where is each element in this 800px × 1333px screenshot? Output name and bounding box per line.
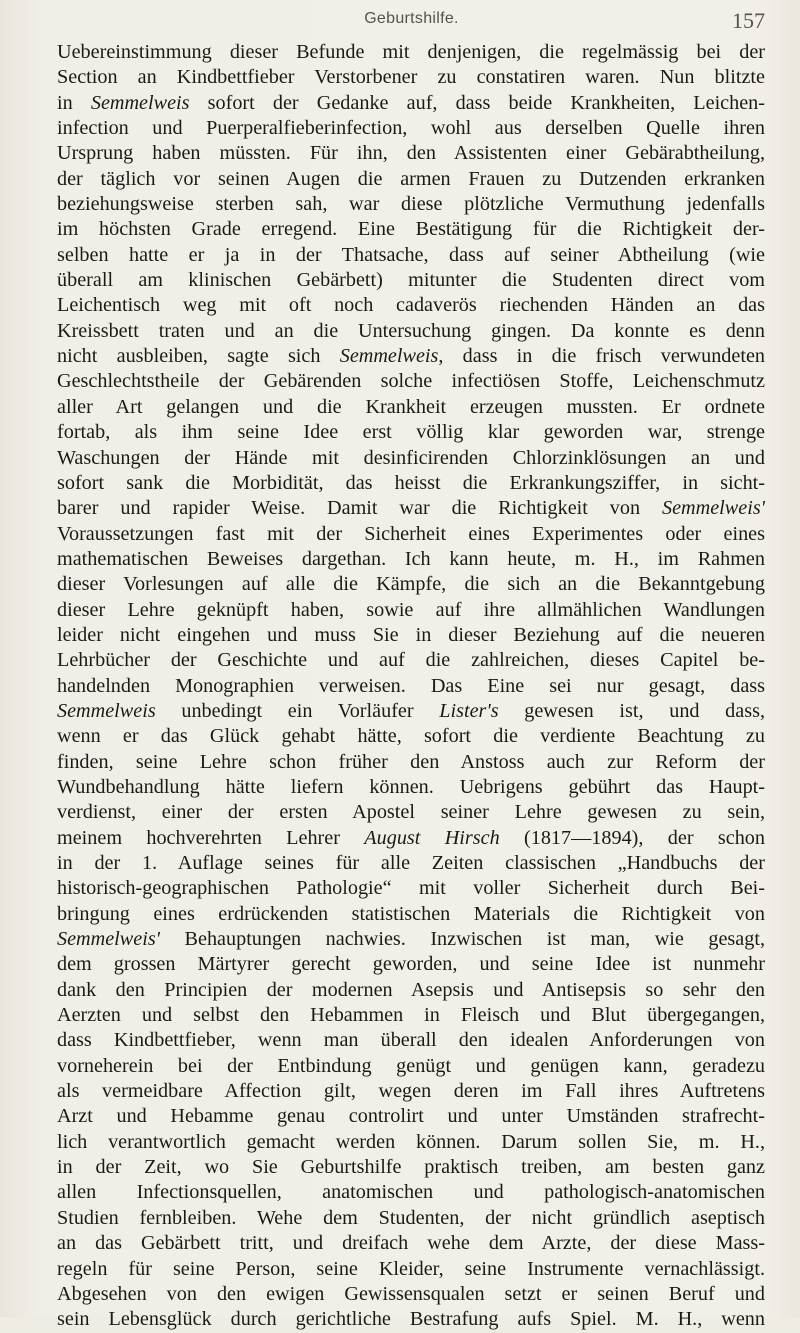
text-segment: infection und Puerperalfieberinfection, wohl aus derselben Quelle ihren — [57, 117, 765, 140]
text-segment: fortab, als ihm seine Idee erst völlig klar geworden war, strenge — [57, 421, 765, 444]
text-segment: sofort sank die Morbidität, das heisst die Erkrankungsziffer, in sicht- — [57, 471, 765, 494]
text-line — [57, 1130, 765, 1155]
text-line — [57, 699, 765, 724]
text-line — [57, 141, 765, 166]
text-line — [57, 1028, 765, 1053]
text-segment: verdienst, einer der ersten Apostel seiner Lehre gewesen zu sein, — [57, 801, 765, 824]
italic-name: Semmelweis — [339, 345, 439, 368]
text-line — [57, 268, 765, 293]
text-line — [57, 674, 765, 699]
text-line — [57, 648, 765, 673]
text-segment: Section an Kindbettfieber Verstorbener zu constatiren waren. Nun blitzte — [57, 66, 765, 89]
text-segment: selben hatte er ja in der Thatsache, dass auf seiner Abtheilung (wie — [57, 243, 765, 266]
text-line — [57, 623, 765, 648]
text-segment: in der 1. Auflage seines für alle Zeiten classischen „Handbuchs der — [57, 852, 765, 874]
text-segment: dank den Principien der modernen Asepsis und Antisepsis so sehr den — [57, 978, 765, 1001]
text-line — [57, 1282, 765, 1307]
text-line — [57, 1206, 765, 1231]
body-text — [57, 40, 765, 1333]
text-segment: gewesen ist, und dass, — [498, 699, 765, 722]
text-line — [57, 217, 765, 242]
text-line — [57, 446, 765, 471]
text-line — [57, 1180, 765, 1205]
text-segment: dieser Vorlesungen auf alle die Kämpfe, die sich an die Bekanntgebung — [57, 573, 765, 596]
text-line — [57, 1079, 765, 1104]
text-segment: der täglich vor seinen Augen die armen Frauen zu Dutzenden erkranken — [57, 167, 765, 190]
text-segment: im höchsten Grade erregend. Eine Bestätigung für die Richtigkeit der- — [57, 218, 765, 241]
text-line — [57, 775, 765, 800]
text-line — [57, 344, 765, 369]
italic-name: Semmelweis — [57, 699, 156, 722]
text-segment: dem grossen Märtyrer gerecht geworden, und seine Idee ist nunmehr — [57, 953, 765, 976]
text-segment: Uebereinstimmung dieser Befunde mit denjenigen, die regelmässig bei der — [57, 41, 765, 63]
text-segment: lich verantwortlich gemacht werden können. Darum sollen Sie, m. H., — [57, 1130, 765, 1153]
text-line — [57, 167, 765, 192]
text-line — [57, 1003, 765, 1028]
italic-name: August Hirsch — [364, 826, 500, 849]
text-segment: wenn er das Glück gehabt hätte, sofort die verdiente Beachtung zu — [57, 725, 765, 748]
text-segment: historisch-geographischen Pathologie“ mit voller Sicherheit durch Bei- — [57, 877, 765, 900]
text-segment: sein Lebensglück durch gerichtliche Bestrafung aufs Spiel. M. H., wenn — [57, 1308, 765, 1331]
text-line — [57, 471, 765, 496]
running-head — [58, 10, 765, 38]
text-line — [57, 902, 765, 927]
text-line — [57, 243, 765, 268]
text-line — [57, 65, 765, 90]
text-line — [57, 750, 765, 775]
text-segment: regeln für seine Person, seine Kleider, seine Instrumente vernachlässigt. — [57, 1257, 765, 1280]
text-segment: meinem hochverehrten Lehrer — [57, 826, 365, 849]
text-line — [57, 876, 765, 901]
text-segment: bringung eines erdrückenden statistischen Materials die Richtigkeit von — [57, 902, 765, 925]
text-line — [57, 1307, 765, 1332]
text-segment: Waschungen der Hände mit desinficirenden Chlorzinklösungen an und — [57, 446, 765, 469]
text-segment: Arzt und Hebamme genau controlirt und unter Umständen strafrecht- — [57, 1105, 765, 1128]
text-segment: dieser Lehre geknüpft haben, sowie auf ihre allmählichen Wandlungen — [57, 598, 765, 621]
text-segment: Geschlechtstheile der Gebärenden solche infectiösen Stoffe, Leichenschmutz — [57, 370, 765, 393]
text-segment: leider nicht eingehen und muss Sie in dieser Beziehung auf die neueren — [57, 623, 765, 646]
text-segment: allen Infectionsquellen, anatomischen und pathologisch-anatomischen — [57, 1181, 765, 1204]
text-segment: Ursprung haben müssten. Für ihn, den Assistenten einer Gebärabtheilung, — [57, 142, 765, 165]
text-segment: an das Gebärbett tritt, und dreifach wehe dem Arzte, der diese Mass- — [57, 1232, 765, 1255]
text-line — [57, 420, 765, 445]
text-segment: (1817—1894), der schon — [499, 826, 765, 849]
text-segment: unbedingt ein Vorläufer — [155, 699, 440, 722]
text-line — [57, 800, 765, 825]
text-line — [57, 522, 765, 547]
italic-name: Semmelweis' — [57, 928, 160, 951]
text-segment: mathematischen Beweises dargethan. Ich kann heute, m. H., im Rahmen — [57, 547, 765, 570]
text-line — [57, 1054, 765, 1079]
italic-name: Semmelweis — [90, 91, 190, 114]
text-line — [57, 952, 765, 977]
text-line — [57, 116, 765, 141]
text-segment: Aerzten und selbst den Hebammen in Fleisch und Blut übergegangen, — [57, 1004, 765, 1027]
text-segment: sofort der Gedanke auf, dass beide Krankheiten, Leichen- — [189, 91, 765, 114]
text-line — [57, 1104, 765, 1129]
text-segment: Leichentisch weg mit oft noch cadaverös riechenden Händen an das — [57, 294, 765, 317]
text-segment: beziehungsweise sterben sah, war diese plötzliche Vermuthung jedenfalls — [57, 193, 765, 216]
text-line — [57, 1257, 765, 1282]
text-segment: nicht ausbleiben, sagte sich — [57, 345, 340, 368]
text-segment: finden, seine Lehre schon früher den Anstoss auch zur Reform der — [57, 750, 765, 773]
text-line — [57, 1155, 765, 1180]
text-line — [57, 496, 765, 521]
text-segment: Studien fernbleiben. Wehe dem Studenten, der nicht gründlich aseptisch — [57, 1206, 765, 1229]
text-line — [57, 978, 765, 1003]
text-line — [57, 724, 765, 749]
text-segment: dass Kindbettfieber, wenn man überall den idealen Anforderungen von — [57, 1029, 765, 1052]
text-line — [57, 826, 765, 851]
text-segment: Wundbehandlung hätte liefern können. Uebrigens gebührt das Haupt- — [57, 775, 765, 798]
text-segment: Kreissbett traten und an die Untersuchung gingen. Da konnte es denn — [57, 319, 765, 342]
text-segment: Voraussetzungen fast mit der Sicherheit eines Experimentes oder eines — [57, 522, 765, 545]
text-line — [57, 319, 765, 344]
text-segment: barer und rapider Weise. Damit war die Richtigkeit von — [57, 497, 662, 520]
text-segment: Lehrbücher der Geschichte und auf die zahlreichen, dieses Capitel be- — [57, 649, 765, 672]
text-segment: als vermeidbare Affection gilt, wegen deren im Fall ihres Auftretens — [57, 1080, 765, 1103]
text-line — [57, 293, 765, 318]
text-segment: handelnden Monographien verweisen. Das Eine sei nur gesagt, dass — [57, 674, 765, 697]
text-line — [57, 91, 765, 116]
page-number: 157 — [732, 8, 765, 33]
text-segment: überall am klinischen Gebärbett) mitunter die Studenten direct vom — [57, 269, 765, 292]
running-title: Geburtshilfe. — [364, 10, 459, 27]
text-line — [57, 572, 765, 597]
text-line — [57, 192, 765, 217]
text-segment: vorneherein bei der Entbindung genügt und genügen kann, geradezu — [57, 1054, 765, 1077]
text-line — [57, 369, 765, 394]
text-segment: in der Zeit, wo Sie Geburtshilfe praktisch treiben, am besten ganz — [57, 1156, 765, 1179]
text-line — [57, 40, 765, 65]
text-segment: in — [57, 91, 91, 114]
text-line — [57, 851, 765, 876]
text-segment: Behauptungen nachwies. Inzwischen ist man, wie gesagt, — [160, 928, 765, 951]
text-segment: aller Art gelangen und die Krankheit erzeugen mussten. Er ordnete — [57, 395, 765, 418]
text-line — [57, 395, 765, 420]
text-line — [57, 547, 765, 572]
italic-name: Lister's — [439, 699, 499, 722]
text-line — [57, 1231, 765, 1256]
text-segment: Abgesehen von den ewigen Gewissensqualen setzt er seinen Beruf und — [57, 1282, 765, 1305]
text-line — [57, 927, 765, 952]
italic-name: Semmelweis' — [662, 497, 765, 520]
text-segment: , dass in die frisch verwundeten — [438, 345, 765, 368]
text-line — [57, 598, 765, 623]
